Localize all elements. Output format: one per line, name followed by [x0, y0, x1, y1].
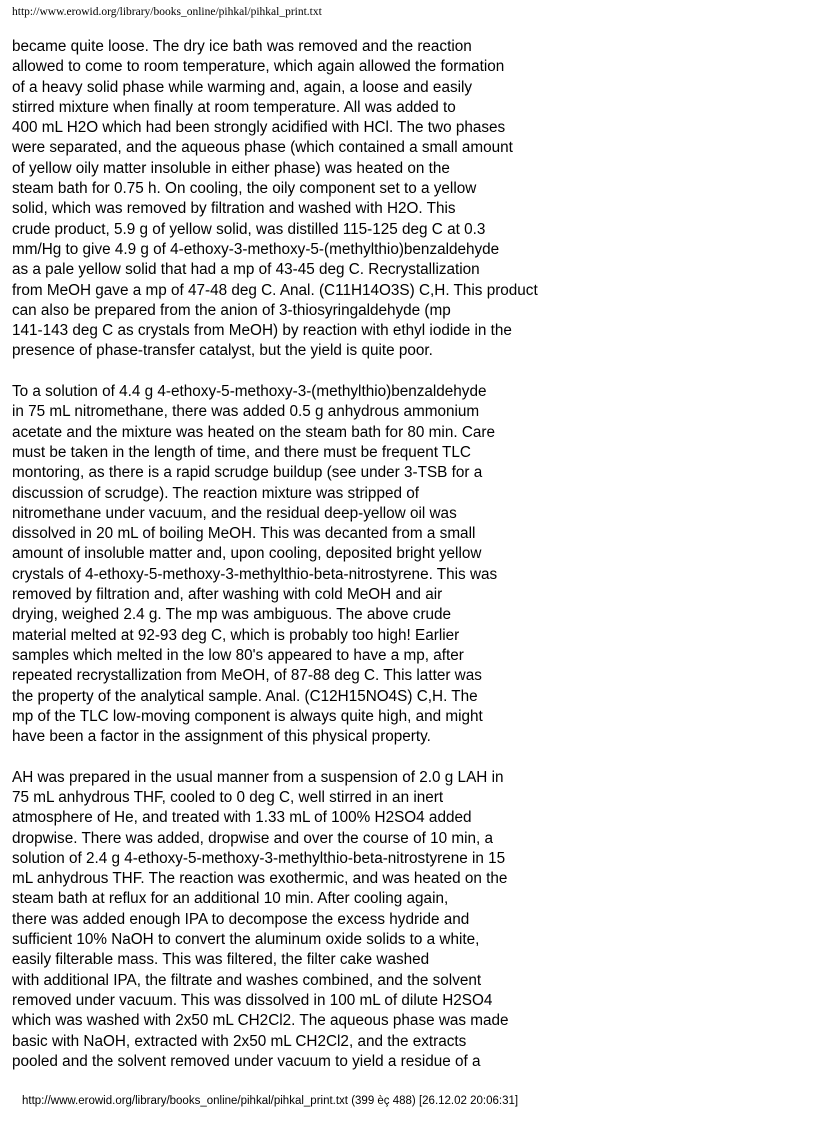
- text-line: there was added enough IPA to decompose the excess hydride and: [12, 910, 470, 928]
- page-footer: http://www.erowid.org/library/books_online/pihkal/pihkal_print.txt (399 èç 488) [26.12.02 20:06:31]: [22, 1095, 519, 1107]
- text-line: steam bath for 0.75 h. On cooling, the oily component set to a yellow: [12, 180, 477, 198]
- text-line: can also be prepared from the anion of 3-thiosyringaldehyde (mp: [12, 301, 451, 319]
- text-line: 400 mL H2O which had been strongly acidified with HCl. The two phases: [12, 119, 506, 137]
- text-line: AH was prepared in the usual manner from a suspension of 2.0 g LAH in: [12, 768, 504, 786]
- text-line: as a pale yellow solid that had a mp of 43-45 deg C. Recrystallization: [12, 261, 480, 279]
- text-line: must be taken in the length of time, and there must be frequent TLC: [12, 443, 471, 461]
- text-line: which was washed with 2x50 mL CH2Cl2. The aqueous phase was made: [12, 1012, 509, 1030]
- text-line: mp of the TLC low-moving component is always quite high, and might: [12, 707, 483, 725]
- text-line: mm/Hg to give 4.9 g of 4-ethoxy-3-methoxy-5-(methylthio)benzaldehyde: [12, 240, 500, 258]
- text-line: atmosphere of He, and treated with 1.33 mL of 100% H2SO4 added: [12, 809, 472, 827]
- text-line: solution of 2.4 g 4-ethoxy-5-methoxy-3-methylthio-beta-nitrostyrene in 15: [12, 849, 506, 867]
- text-line: in 75 mL nitromethane, there was added 0.5 g anhydrous ammonium: [12, 403, 480, 421]
- text-line: became quite loose. The dry ice bath was removed and the reaction: [12, 38, 472, 55]
- text-line: the property of the analytical sample. Anal. (C12H15NO4S) C,H. The: [12, 687, 478, 705]
- text-line: 75 mL anhydrous THF, cooled to 0 deg C, well stirred in an inert: [12, 788, 444, 806]
- text-line: 141-143 deg C as crystals from MeOH) by reaction with ethyl iodide in the: [12, 322, 512, 340]
- text-line: removed by filtration and, after washing with cold MeOH and air: [12, 586, 443, 604]
- text-line: stirred mixture when finally at room temperature. All was added to: [12, 98, 456, 116]
- text-line: easily filterable mass. This was filtered, the filter cake washed: [12, 951, 430, 969]
- text-line: samples which melted in the low 80's appeared to have a mp, after: [12, 646, 464, 664]
- text-line: acetate and the mixture was heated on the steam bath for 80 min. Care: [12, 423, 495, 441]
- text-line: from MeOH gave a mp of 47-48 deg C. Anal. (C11H14O3S) C,H. This product: [12, 281, 538, 299]
- document-body: [12, 37, 802, 1072]
- page-url-header: http://www.erowid.org/library/books_online/pihkal/pihkal_print.txt: [12, 6, 322, 18]
- text-line: presence of phase-transfer catalyst, but the yield is quite poor.: [12, 342, 433, 360]
- text-line: basic with NaOH, extracted with 2x50 mL CH2Cl2, and the extracts: [12, 1032, 467, 1050]
- text-line: montoring, as there is a rapid scrudge buildup (see under 3-TSB for a: [12, 464, 483, 482]
- text-line: dropwise. There was added, dropwise and over the course of 10 min, a: [12, 829, 493, 847]
- text-line: steam bath at reflux for an additional 10 min. After cooling again,: [12, 890, 449, 908]
- text-line: of a heavy solid phase while warming and, again, a loose and easily: [12, 78, 473, 96]
- text-line: allowed to come to room temperature, which again allowed the formation: [12, 58, 505, 76]
- text-line: discussion of scrudge). The reaction mixture was stripped of: [12, 484, 419, 502]
- text-line: crystals of 4-ethoxy-5-methoxy-3-methylthio-beta-nitrostyrene. This was: [12, 565, 498, 583]
- paragraph: [12, 37, 802, 362]
- text-line: were separated, and the aqueous phase (which contained a small amount: [12, 139, 513, 157]
- text-line: mL anhydrous THF. The reaction was exothermic, and was heated on the: [12, 870, 508, 888]
- paragraph: [12, 382, 802, 747]
- text-line: removed under vacuum. This was dissolved in 100 mL of dilute H2SO4: [12, 991, 493, 1009]
- text-line: with additional IPA, the filtrate and washes combined, and the solvent: [12, 971, 482, 989]
- text-line: have been a factor in the assignment of this physical property.: [12, 728, 431, 746]
- text-line: sufficient 10% NaOH to convert the aluminum oxide solids to a white,: [12, 931, 480, 949]
- text-line: dissolved in 20 mL of boiling MeOH. This was decanted from a small: [12, 525, 476, 543]
- text-line: solid, which was removed by filtration and washed with H2O. This: [12, 200, 456, 218]
- text-line: crude product, 5.9 g of yellow solid, was distilled 115-125 deg C at 0.3: [12, 220, 486, 238]
- text-line: drying, weighed 2.4 g. The mp was ambiguous. The above crude: [12, 606, 452, 624]
- text-line: of yellow oily matter insoluble in either phase) was heated on the: [12, 159, 450, 177]
- text-line: amount of insoluble matter and, upon cooling, deposited bright yellow: [12, 545, 482, 563]
- text-line: material melted at 92-93 deg C, which is probably too high! Earlier: [12, 626, 460, 644]
- paragraph: [12, 768, 802, 1072]
- text-line: To a solution of 4.4 g 4-ethoxy-5-methoxy-3-(methylthio)benzaldehyde: [12, 383, 487, 401]
- text-line: pooled and the solvent removed under vacuum to yield a residue of a: [12, 1052, 481, 1070]
- text-line: repeated recrystallization from MeOH, of 87-88 deg C. This latter was: [12, 667, 482, 685]
- text-line: nitromethane under vacuum, and the residual deep-yellow oil was: [12, 504, 457, 522]
